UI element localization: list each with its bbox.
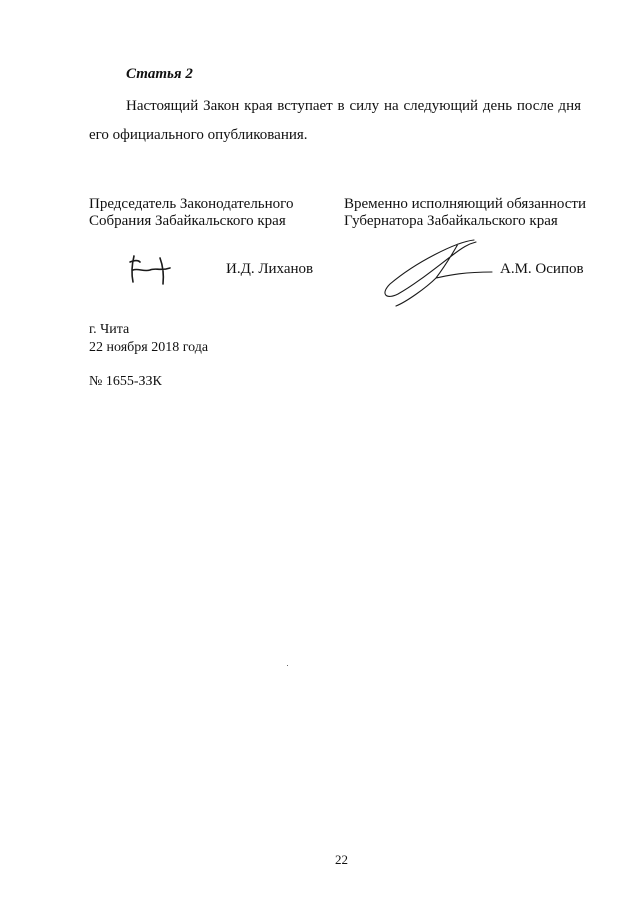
page-number: 22 xyxy=(335,852,348,867)
law-number: № 1655-ЗЗК xyxy=(89,374,162,389)
signatory-1-title-line-2: Собрания Забайкальского края xyxy=(89,213,286,229)
signatory-1-name: И.Д. Лиханов xyxy=(226,261,314,277)
scan-speck xyxy=(287,665,288,666)
signatory-2-title-line-1: Временно исполняющий обязанности xyxy=(344,196,587,212)
article-body-line-1: Настоящий Закон края вступает в силу на следующий день после дня xyxy=(126,98,581,114)
place-label: г. Чита xyxy=(89,322,130,337)
signature-2-image xyxy=(376,232,496,312)
article-body-line-2: его официального опубликования. xyxy=(89,127,308,143)
signatory-1-title-line-1: Председатель Законодательного xyxy=(89,196,294,212)
signatory-2-title-line-2: Губернатора Забайкальского края xyxy=(344,213,558,229)
signatory-2-title xyxy=(344,196,586,230)
signature-1-image xyxy=(126,250,182,290)
signatory-1-title xyxy=(89,196,293,230)
article-body xyxy=(89,92,581,150)
date-label: 22 ноября 2018 года xyxy=(89,340,209,355)
article-heading: Статья 2 xyxy=(126,66,193,82)
signatory-2-name: А.М. Осипов xyxy=(500,261,584,277)
